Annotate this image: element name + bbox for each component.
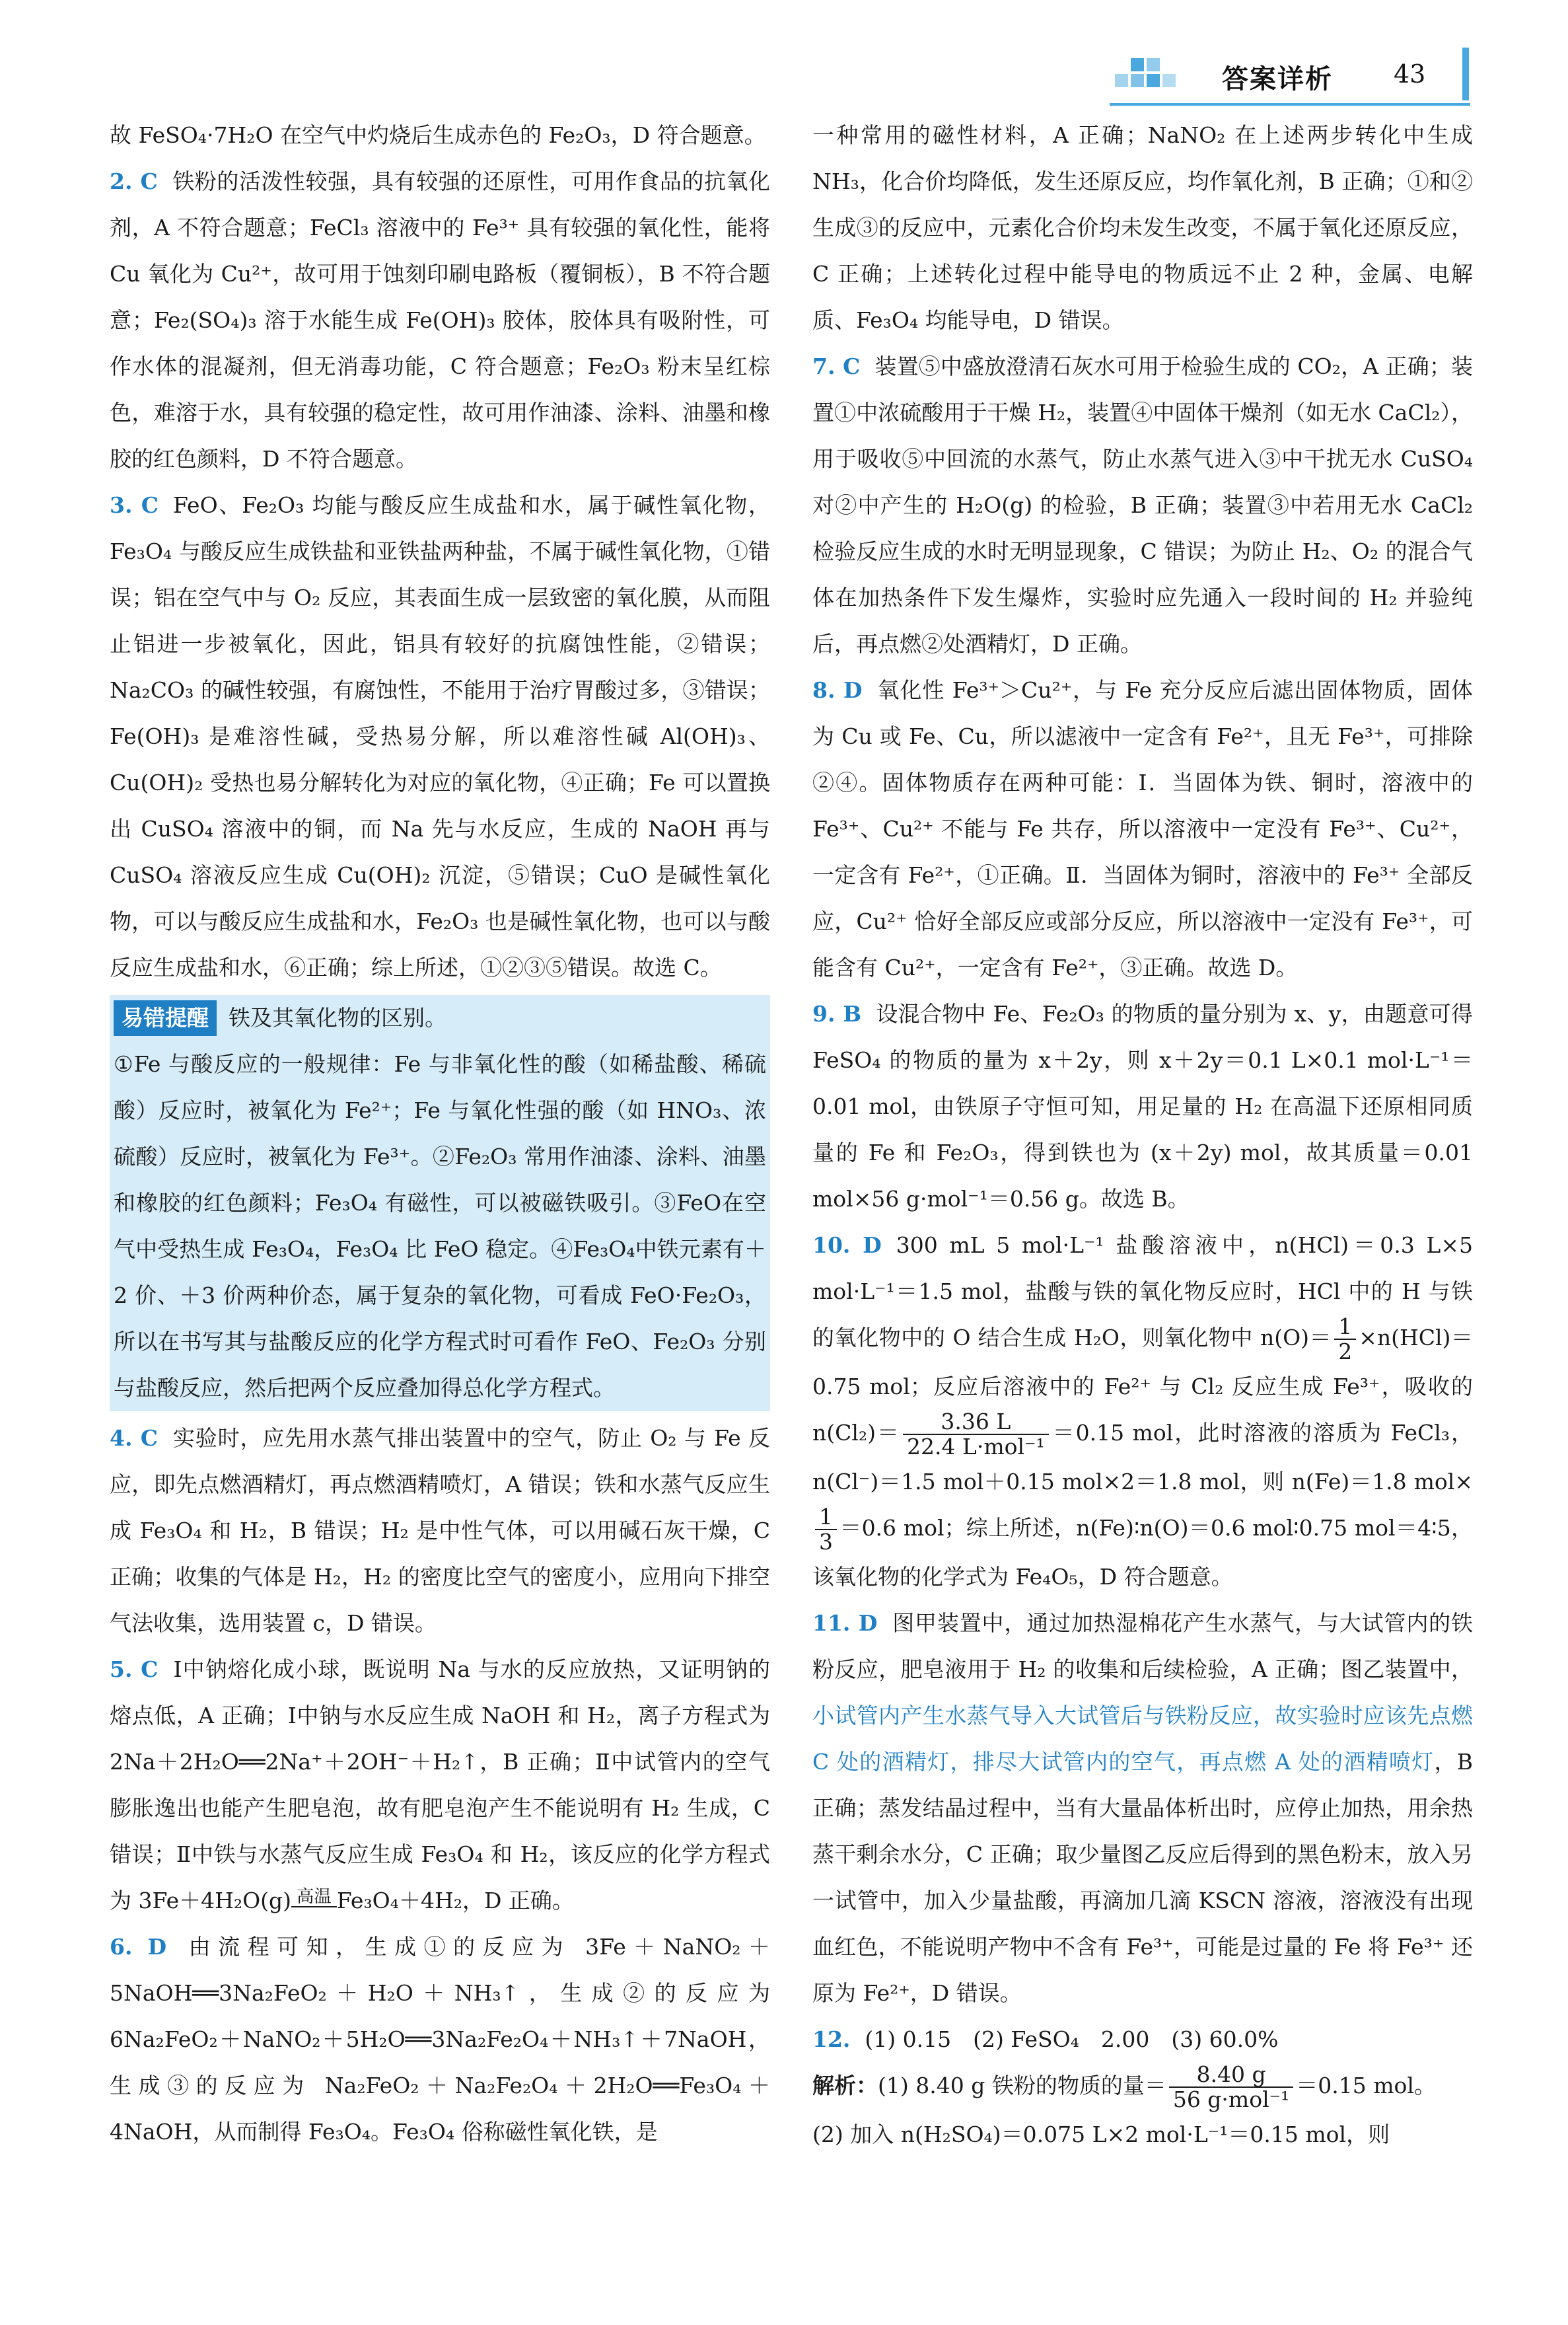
- question-number: 6. D: [110, 1934, 167, 1960]
- right-column: [812, 112, 1473, 2158]
- answer-12: [812, 2016, 1473, 2063]
- answer-12-values: (1) 0.15 (2) FeSO₄ 2.00 (3) 60.0%: [865, 2026, 1279, 2052]
- answer-3: 3. C FeO、Fe₂O₃ 均能与酸反应生成盐和水，属于碱性氧化物，Fe₃O₄ 与酸反应生成铁盐和亚铁盐两种盐，不属于碱性氧化物，①错误；铝在空气中与 O₂ 反应，其表面生成一层致密的氧化膜，从而阻止铝进一步被氧化，因此，铝具有较好的抗腐蚀性能，②错误；Na₂CO₃ 的碱性较强，有腐蚀性，不能用于治疗胃酸过多，③错误；Fe(OH)₃ 是难溶性碱，受热易分解，所以难溶性碱 Al(OH)₃、Cu(OH)₂ 受热也易分解转化为对应的氧化物，④正确；Fe 可以置换出 CuSO₄ 溶液中的铜，而 Na 先与水反应，生成的 NaOH 再与 CuSO₄ 溶液反应生成 Cu(OH)₂ 沉淀，⑤错误；CuO 是碱性氧化物，可以与酸反应生成盐和水，Fe₂O₃ 也是碱性氧化物，也可以与酸反应生成盐和水，⑥正确；综上所述，①②③⑤错误。故选 C。: [110, 492, 770, 980]
- explanation-label: 解析：: [812, 2073, 878, 2098]
- page-number: 43: [1394, 59, 1426, 89]
- answer-5: 5. C Ⅰ中钠熔化成小球，既说明 Na 与水的反应放热，又证明钠的熔点低，A 正确；Ⅰ中钠与水反应生成 NaOH 和 H₂，离子方程式为 2Na＋2H₂O══2Na⁺＋2OH⁻＋H₂↑，B 正确；Ⅱ中试管内的空气膨胀逸出也能产生肥皂泡，故有肥皂泡产生不能说明有 H₂ 生成，C 错误；Ⅱ中铁与水蒸气反应生成 Fe₃O₄ 和 H₂，该反应的化学方程式为 3Fe＋4H₂O(g) 高温 Fe₃O₄＋4H₂，D 正确。: [110, 1646, 770, 1924]
- header-title: 答案详析: [1222, 64, 1333, 94]
- question-number: 10. D: [812, 1232, 882, 1258]
- fraction: $\frac{1}{3}$: [815, 1505, 837, 1554]
- page-header: [0, 46, 1568, 106]
- question-number: 8. D: [812, 677, 863, 703]
- question-number: 9. B: [812, 1001, 862, 1027]
- answer-10: 10. D 300 mL 5 mol·L⁻¹ 盐酸溶液中，n(HCl)＝0.3 L×5 mol·L⁻¹＝1.5 mol，盐酸与铁的氧化物反应时，HCl 中的 H 与铁的氧化物中的 O 结合生成 H₂O，则氧化物中 n(O)＝ $\frac{1}{2}$ ×n(HCl)＝0.75 mol；反应后溶液中的 Fe²⁺ 与 Cl₂ 反应生成 Fe³⁺，吸收的 n(Cl₂)＝ $\frac{3.36 L}{\text{22.4 L·mol⁻¹}}$ ＝0.15 mol，此时溶液的溶质为 FeCl₃，n(Cl⁻)＝1.5 mol＋0.15 mol×2＝1.8 mol，则 n(Fe)＝1.8 mol× $\frac{1}{3}$ ＝0.6 mol；综上所述，n(Fe)∶n(O)＝0.6 mol∶0.75 mol＝4∶5，该氧化物的化学式为 Fe₄O₅，D 符合题意。: [812, 1232, 1473, 1590]
- question-number: 12.: [812, 2026, 851, 2052]
- header-accent-bar: [1462, 48, 1469, 100]
- header-squares-icon: [1115, 55, 1178, 102]
- answer-2: 2. C 铁粉的活泼性较强，具有较强的还原性，可用作食品的抗氧化剂，A 不符合题意；FeCl₃ 溶液中的 Fe³⁺ 具有较强的氧化性，能将 Cu 氧化为 Cu²⁺，故可用于蚀刻印刷电路板（覆铜板），B 不符合题意；Fe₂(SO₄)₃ 溶于水能生成 Fe(OH)₃ 胶体，胶体具有吸附性，可作水体的混凝剂，但无消毒功能，C 符合题意；Fe₂O₃ 粉末呈红棕色，难溶于水，具有较强的稳定性，故可用作油漆、涂料、油墨和橡胶的红色颜料，D 不符合题意。: [110, 168, 771, 472]
- tip-title: 铁及其氧化物的区别。: [229, 1005, 446, 1031]
- answer-12-part2: (2) 加入 n(H₂SO₄)＝0.075 L×2 mol·L⁻¹＝0.15 mol，则: [812, 2122, 1390, 2147]
- fraction: $\frac{8.40 g}{\text{56 g·mol⁻¹}}$: [1169, 2063, 1293, 2112]
- answer-7: 7. C 装置⑤中盛放澄清石灰水可用于检验生成的 CO₂，A 正确；装置①中浓硫酸用于干燥 H₂，装置④中固体干燥剂（如无水 CaCl₂），用于吸收⑤中回流的水蒸气，防止水蒸气进入③中干扰无水 CuSO₄ 对②中产生的 H₂O(g) 的检验，B 正确；装置③中若用无水 CaCl₂ 检验反应生成的水时无明显现象，C 错误；为防止 H₂、O₂ 的混合气体在加热条件下发生爆炸，实验时应先通入一段时间的 H₂ 并验纯后，再点燃②处酒精灯，D 正确。: [812, 353, 1474, 657]
- fraction: $\frac{1}{2}$: [1334, 1315, 1356, 1364]
- question-number: 4. C: [110, 1425, 159, 1451]
- answer-12-explanation: 解析：(1) 8.40 g 铁粉的物质的量＝ $\frac{8.40 g}{\text{56 g·mol⁻¹}}$ ＝0.15 mol。: [812, 2061, 1436, 2112]
- answer-11: 11. D 图甲装置中，通过加热湿棉花产生水蒸气，与大试管内的铁粉反应，肥皂液用于 H₂ 的收集和后续检验，A 正确；图乙装置中，小试管内产生水蒸气导入大试管后与铁粉反应，故实验时应该先点燃 C 处的酒精灯，排尽大试管内的空气，再点燃 A 处的酒精喷灯，B 正确；蒸发结晶过程中，当有大量晶体析出时，应停止加热，用余热蒸干剩余水分，C 正确；取少量图乙反应后得到的黑色粉末，放入另一试管中，加入少量盐酸，再滴加几滴 KSCN 溶液，溶液没有出现血红色，不能说明产物中不含有 Fe³⁺，可能是过量的 Fe 将 Fe³⁺ 还原为 Fe²⁺，D 错误。: [812, 1610, 1473, 2006]
- left-column: [110, 112, 770, 2155]
- answer-6-continued: 一种常用的磁性材料，A 正确；NaNO₂ 在上述两步转化中生成 NH₃，化合价均降低，发生还原反应，均作氧化剂，B 正确；①和②生成③的反应中，元素化合价均未发生改变，不属于氧化还原反应，C 正确；上述转化过程中能导电的物质远不止 2 种，金属、电解质、Fe₃O₄ 均能导电，D 错误。: [812, 122, 1473, 333]
- question-number: 5. C: [110, 1656, 159, 1682]
- question-number: 3. C: [110, 492, 159, 518]
- reaction-condition: 高温: [291, 1888, 337, 1917]
- fraction: $\frac{3.36 L}{\text{22.4 L·mol⁻¹}}$: [903, 1410, 1049, 1459]
- intro-paragraph: 故 FeSO₄·7H₂O 在空气中灼烧后生成赤色的 Fe₂O₃，D 符合题意。: [110, 122, 766, 148]
- answer-9: 9. B 设混合物中 Fe、Fe₂O₃ 的物质的量分别为 x、y，由题意可得 FeSO₄ 的物质的量为 x＋2y，则 x＋2y＝0.1 L×0.1 mol·L⁻¹＝0.01 mol，由铁原子守恒可知，用足量的 H₂ 在高温下还原相同质量的 Fe 和 Fe₂O₃，得到铁也为 (x＋2y) mol，故其质量＝0.01 mol×56 g·mol⁻¹＝0.56 g。故选 B。: [812, 1001, 1473, 1212]
- tip-tag: 易错提醒: [114, 1000, 217, 1036]
- error-tip-box: [110, 995, 770, 1411]
- question-number: 2. C: [110, 168, 158, 194]
- answer-4: 4. C 实验时，应先用水蒸气排出装置中的空气，防止 O₂ 与 Fe 反应，即先点燃酒精灯，再点燃酒精喷灯，A 错误；铁和水蒸气反应生成 Fe₃O₄ 和 H₂，B 错误；H₂ 是中性气体，可以用碱石灰干燥，C 正确；收集的气体是 H₂，H₂ 的密度比空气的密度小，应用向下排空气法收集，选用装置 c，D 错误。: [110, 1425, 770, 1636]
- tip-text: ①Fe 与酸反应的一般规律：Fe 与非氧化性的酸（如稀盐酸、稀硫酸）反应时，被氧化为 Fe²⁺；Fe 与氧化性强的酸（如 HNO₃、浓硫酸）反应时，被氧化为 Fe³⁺。②Fe₂O₃ 常用作油漆、涂料、油墨和橡胶的红色颜料；Fe₃O₄ 有磁性，可以被磁铁吸引。③FeO在空气中受热生成 Fe₃O₄，Fe₃O₄ 比 FeO 稳定。④Fe₃O₄中铁元素有＋2 价、＋3 价两种价态，属于复杂的氧化物，可看成 FeO·Fe₂O₃，所以在书写其与盐酸反应的化学方程式时可看作 FeO、Fe₂O₃ 分别与盐酸反应，然后把两个反应叠加得总化学方程式。: [114, 1051, 766, 1401]
- question-number: 7. C: [812, 353, 861, 379]
- header-rule: [1110, 103, 1470, 106]
- highlighted-text: 小试管内产生水蒸气导入大试管后与铁粉反应，故实验时应该先点燃 C 处的酒精灯，排尽大试管内的空气，再点燃 A 处的酒精喷灯: [812, 1703, 1473, 1775]
- question-number: 11. D: [812, 1610, 878, 1636]
- answer-8: 8. D 氧化性 Fe³⁺＞Cu²⁺，与 Fe 充分反应后滤出固体物质，固体为 Cu 或 Fe、Cu，所以滤液中一定含有 Fe²⁺，且无 Fe³⁺，可排除②④。固体物质存在两种可能：Ⅰ．当固体为铁、铜时，溶液中的 Fe³⁺、Cu²⁺ 不能与 Fe 共存，所以溶液中一定没有 Fe³⁺、Cu²⁺，一定含有 Fe²⁺，①正确。Ⅱ．当固体为铜时，溶液中的 Fe³⁺ 全部反应，Cu²⁺ 恰好全部反应或部分反应，所以溶液中一定没有 Fe³⁺，可能含有 Cu²⁺，一定含有 Fe²⁺，③正确。故选 D。: [812, 677, 1473, 980]
- answer-6: 6. D 由流程可知，生成①的反应为 3Fe＋NaNO₂＋5NaOH══3Na₂FeO₂＋H₂O＋NH₃↑，生成②的反应为 6Na₂FeO₂＋NaNO₂＋5H₂O══3Na₂Fe₂O₄＋NH₃↑＋7NaOH，生成③的反应为 Na₂FeO₂＋Na₂Fe₂O₄＋2H₂O══Fe₃O₄＋4NaOH，从而制得 Fe₃O₄。Fe₃O₄ 俗称磁性氧化铁，是: [110, 1934, 770, 2145]
